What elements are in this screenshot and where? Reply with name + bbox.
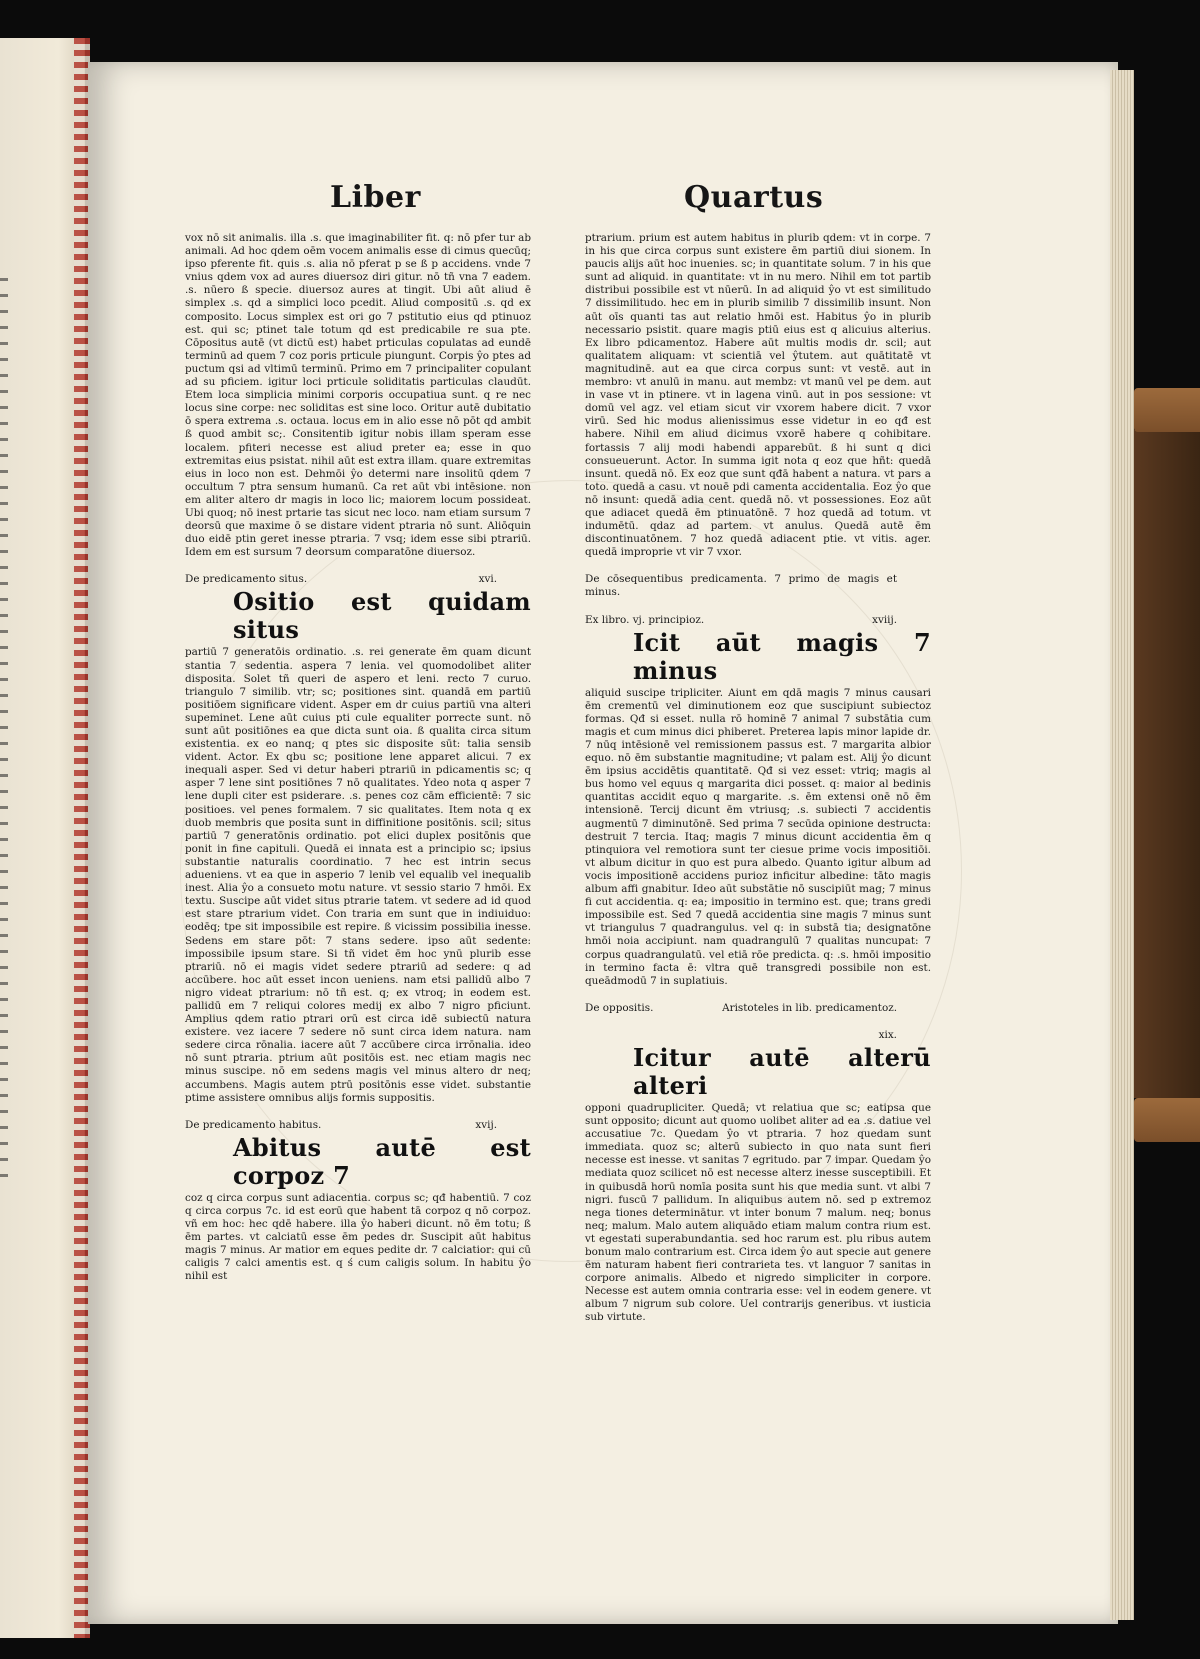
- left-rubric-2: [185, 1119, 531, 1132]
- left-rubric-2-number: xvij.: [475, 1118, 497, 1131]
- right-rubric-2-number: xix.: [878, 1028, 897, 1041]
- left-column: [185, 232, 531, 1291]
- left-rubric-1: [185, 573, 531, 586]
- right-section-heading-1: Icit aūt magis 7 minus: [633, 627, 931, 685]
- right-rubric-1-source: Ex libro. vj. principioz.: [585, 613, 705, 626]
- left-rubric-2-title: De predicamento habitus.: [185, 1118, 322, 1131]
- right-paragraph-2: aliquid suscipe tripliciter. Aiunt em qdā magis 7 minus causari ēm crementū vel diminutionem eoz que suscipiunt subiectoz formas. Qđ si esset. nulla rō hominē 7 animal 7 substātia cum magis et cum minus dici phiberet. Preterea lapis minor lapide dr. 7 nūq intēsionē vel remissionem passus est. 7 margarita albior equo. nō ēm substantie magnitudine; vt palam est. Alij ŷo dicunt ēm ipsius accidētis quantitatē. Qđ si vez esset: vtriq; magis al bus homo vel equus q margarita dici posset. q: maior al bedinis quantitas accidit equo q margarite. .s. ēm extensi onē nō ēm intensionē. Tercij dicunt ēm vtriusq; .s. subiecti 7 accidentis augmentū 7 diminutōnē. Sed prima 7 secūda opinione destructa: destruit 7 tercia. Itaq; magis 7 minus dicunt accidentia ēm q ptinquiora vel remotiora sunt ter ciesue prime vocis impositiōi. vt album dicitur in quo est pura albedo. Quanto igitur album ad vocis impositionē accidens purioz inficitur albedine: tāto magis album affi gnabitur. Ideo aūt substātie nō suscipiūt mag; 7 minus fi cut accidentia. q: ea; impositio in termino est. que; trans gredi impossibile est. Sed 7 quedā accidentia sine magis 7 minus sunt vt triangulus 7 quadrangulus. vel q: in substā tia; designatōne hmōi noia accipiunt. nam quadrangulū 7 qualitas nuncupat: 7 corpus quadrangulatū. vel etiā rōe predicta. q: .s. hmōi impositio in termino facta ē: vltra quē transgredi possibile non est. queādmodū 7 in suplatiuis.: [585, 686, 931, 987]
- clasp-leather: [1134, 430, 1200, 1098]
- right-rubric-1-number: xviij.: [872, 613, 897, 626]
- page-fore-edge: [1110, 70, 1134, 1620]
- clasp-strap-top: [1134, 388, 1200, 432]
- right-paragraph-3: opponi quadrupliciter. Quedā; vt relatiua que sc; eatipsa que sunt opposito; dicunt aut quomo uolibet aliter ad ea .s. datiue vel accusatiue 7c. Quedam ŷo vt ptraria. 7 hoz quedam sunt immediata. quoz sc; alterū subiecto in quo nata sunt fieri necesse est inesse. vt sanitas 7 egritudo. par 7 impar. Quedam ŷo mediata quoz scilicet nō est necesse alterz inesse susceptibili. Et in quibusdā horū nomīa posita sunt his que media sunt. vt albi 7 nigri. fuscū 7 pallidum. In aliquibus autem nō. sed p extremoz nega tiones determinātur. vt inter bonum 7 malum. neq; bonus neq; malum. Malo autem aliquādo etiam malum contra rium est. vt egestati superabundantia. sed hoc rarum est. plu ribus autem bonum malo contrarium est. Circa idem ŷo aut specie aut genere ēm naturam habent fieri contrarieta tes. vt languor 7 sanitas in corpore animalis. Albedo et nigredo simpliciter in corpore. Necesse est autem omnia contraria esse: vel in eodem genere. vt album 7 nigrum sub colore. Uel contrarijs generibus. vt iusticia sub virtute.: [585, 1101, 931, 1324]
- running-head-right: Quartus: [684, 180, 824, 215]
- right-paragraph-1: ptrarium. prium est autem habitus in plurib qdem: vt in corpe. 7 in his que circa corpus sunt existere ēm partiū diui sionem. In paucis alijs aūt hoc inuenies. sc; in quantitate solum. 7 in his que sunt ad aliquid. in quantitate: vt in nu mero. Nihil em tot partib distribui possibile est vt nūerū. In ad aliquid ŷo vt est similitudo 7 dissimilitudo. hec em in plurib similib 7 dissimilib insunt. Non aūt oīs quanti tas aut relatio hmōi est. Habitus ŷo in plurib necessario psistit. quare magis ptiū eius est q alicuius alterius. Ex libro pdicamentoz. Habere aūt multis modis dr. scil; aut qualitatem aliquam: vt scientiā vel ŷtutem. aut quātitatē vt magnitudinē. aut ea que circa corpus sunt: vt vestē. aut in membro: vt anulū in manu. aut membz: vt manū vel pe dem. aut in vase vt in ptinere. vt in lagena vinū. aut in pos sessione: vt domū vel agz. vel etiam sicut vir vxorem habere dicit. 7 vxor virū. Sed hic modus alienissimus esse videtur in eo qđ est habere. Nihil em aliud dicimus vxorē habere q cohibitare. fortassis 7 alij modi habendi apparebūt. ß hi sunt q dici consueuerunt. Actor. In summa igit nota q eoz que hñt: quedā insunt. quedā nō. Ex eoz que sunt qđā habent a natura. vt pars a toto. quedā a casu. vt nouē pdi camenta accidentalia. Eoz ŷo que nō insunt: quedā adia cent. quedā nō. vt possessiones. Eoz aūt que adiacet quedā ēm ptinuatōnē. 7 hoz quedā ad totum. vt indumētū. qdaz ad partem. vt anulus. Quedā autē ēm discontinuatōnem. 7 hoz quedā adiacent ptie. vt vitis. ager. quedā improprie vt vir 7 vxor.: [585, 232, 931, 559]
- left-paragraph-2: partiū 7 generatōis ordinatio. .s. rei generate ēm quam dicunt stantia 7 sedentia. aspera 7 lenia. vel quomodolibet aliter disposita. Solet tñ queri de aspero et leni. recto 7 curuo. triangulo 7 similib. vtr; sc; positiones sint. quandā em partiū positiōem significare vident. Asper em dr cuius partiū vna alteri supeminet. Lene aūt cuius pti cule equaliter porrecte sunt. nō sunt aūt positiōnes ea que dicta sunt oia. ß qualita circa situm existentia. ex eo nanq; q ptes sic disposite sūt: talia sensib vident. Actor. Ex qbu sc; positione lene apparet alicui. 7 ex inequali asper. Sed vi detur haberi ptrariū in pdicamentis sc; q asper 7 lene sint positiōnes 7 nō qualitates. Ydeo nota q asper 7 lene dupli citer est psiderare. .s. penes coz cām efficientē: 7 sic positioes. vel penes formalem. 7 sic qualitates. Item nota q ex duob membris que posita sunt in diffinitione positōnis. scil; situs partiū 7 generatōnis ordinatio. pot elici duplex positōnis que ponit in fine capituli. Quedā ei innata est a principio sc; ipsius substantie naturalis coordinatio. 7 hec est intrin secus adueniens. vt ea que in asperio 7 lenib vel equalib vel inequalib inest. Alia ŷo a consueto motu nature. vt sessio stario 7 hmōi. Ex textu. Suscipe aūt videt situs ptrarie tatem. vt sedere ad id quod est stare ptrarium videt. Con traria em sunt que in indiuiduo: eodēq; tpe sit impossibile est repire. ß vicissim possibilia inesse. Sedens em stare pōt: 7 stans sedere. ipso aūt sedente: impossibile ipsum stare. Si tñ videt ēm hoc ynū plurib esse ptrariū. nō ei magis videt sedere ptrariū ad sedere: q ad accūbere. hoc aūt esset incon ueniens. nam etsi pallidū albo 7 nigro videat ptrarium: nō tñ est. q; ex vtroq; in eodem est. pallidū em 7 reliqui colores medij ex albo 7 nigro pficiunt. Amplius qdem ratio ptrari orū est circa idē subiectū natura existere. vez iacere 7 sedere nō sunt circa idem natura. nam sedere circa rōnalia. iacere aūt 7 accūbere circa irrōnalia. ideo nō sunt ptraria. ptrium aūt positōis est. nec etiam magis nec minus suscipe. nō em sedens magis vel minus altero dr neq; accumbens. Magis autem ptrū positōnis esse videt. substantie ptime assistere omnibus alijs formis suppositis.: [185, 646, 531, 1104]
- left-rubric-1-number: xvi.: [478, 573, 497, 586]
- left-page-text-edge: [0, 278, 8, 1178]
- right-rubric-2-source: Aristoteles in lib. predicamentoz.: [722, 1001, 897, 1014]
- right-section-heading-2: Icitur autē alterū alteri: [633, 1042, 931, 1100]
- left-section-heading-1: Ositio est quidam situs: [233, 587, 531, 645]
- right-rubric-1: [585, 573, 931, 599]
- right-rubric-2-title: De oppositis.: [585, 1001, 654, 1014]
- right-column: [585, 232, 931, 1333]
- left-page-edge: [0, 38, 85, 1638]
- left-section-heading-2: Abitus autē est corpoz 7: [233, 1132, 531, 1190]
- left-paragraph-1: vox nō sit animalis. illa .s. que imaginabiliter fit. q: nō pfer tur ab animali. Ad hoc qdem oēm vocem animalis esse di cimus quecūq; ipso pferente fit. quis .s. alia nō pferat p se ß p accidens. vnde 7 vnius qdem vox ad aures diuersoz diri gitur. nō tñ vna 7 eadem. .s. nūero ß specie. diuersoz aures at tingit. Ubi aūt aliud ē simplex .s. qd a simplici loco pcedit. Aliud compositū .s. qd ex composito. Locus simplex est ori go 7 pstitutio eius qd ptinuoz est. qui sc; ptinet tale totum qd est predicabile re sua pte. Cōpositus autē (vt dictū est) habet prticulas copulatas ad eundē terminū ad quem 7 coz poris prticule piungunt. Corpis ŷo ptes ad puctum qsi ad vltimū terminū. Primo em 7 principaliter copulant ad su pficiem. igitur loci prticule soliditatis particulas claudūt. Etem loca simplicia minimi corporis occupatiua sunt. q re nec locus sine corpe: nec soliditas est sine loco. Oritur autē dubitatio ō spera extrema .s. octaua. locus em in alio esse nō pōt qd ambit ß quod ambit sc;. Consitentib igitur nobis illam speram esse localem. pfiteri necesse est aliud preter ea; esse in quo extremitas eius psistat. nihil aūt est extra illam. quare extremitas eius in loco non est. Dehmōi ŷo determi nare insolitū qdem 7 occultum 7 ptra sensum humanū. Ca ret aūt vbi intēsione. non em aliter altero dr magis in loco lic; maiorem locum possideat. Ubi quoq; nō inest prtarie tas sicut nec loco. nam etiam sursum 7 deorsū que maxime ō se distare vident ptraria nō sunt. Aliōquin duo eidē ptin geret inesse ptraria. 7 vsq; idem esse sibi ptrariū. Idem em est sursum 7 deorsum comparatōne diuersoz.: [185, 232, 531, 559]
- clasp-strap-bottom: [1134, 1098, 1200, 1142]
- left-rubric-1-title: De predicamento situs.: [185, 573, 308, 586]
- right-rubric-2: [585, 1002, 931, 1015]
- right-rubric-1b: [585, 614, 931, 627]
- left-paragraph-3: coz q circa corpus sunt adiacentia. corpus sc; qđ habentiū. 7 coz q circa corpus 7c. id est eorū que habent tā corpoz q nō corpoz. vñ em hoc: hec qdē habere. illa ŷo haberi dicunt. nō ēm totu; ß ēm partes. vt calciatū esse ēm pedes dr. Suscipit aūt habitus magis 7 minus. Ar matior em eques pedite dr. 7 calciatior: qui cū caligis 7 calci amentis est. q ś cum caligis solum. In habitu ŷo nihil est: [185, 1191, 531, 1283]
- right-rubric-1-title: De cōsequentibus predicamenta. 7 primo de magis et minus.: [585, 573, 897, 599]
- right-rubric-2b: [585, 1029, 931, 1042]
- running-head-left: Liber: [330, 180, 421, 215]
